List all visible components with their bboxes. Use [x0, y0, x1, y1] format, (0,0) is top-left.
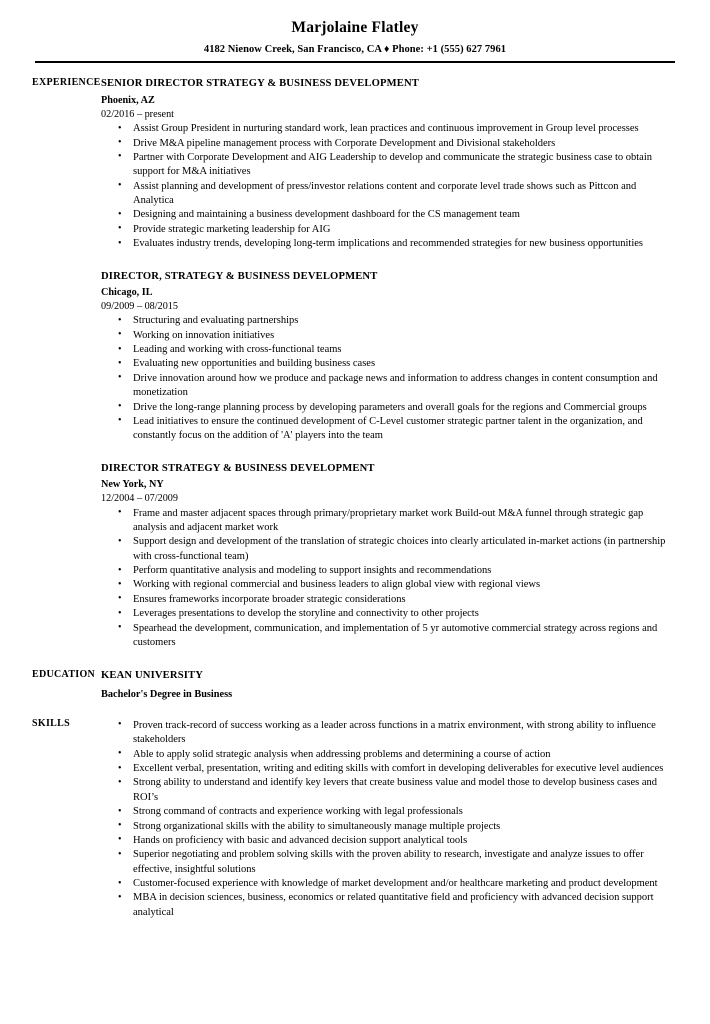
section-skills — [0, 718, 710, 920]
skills-bullet-list — [101, 719, 676, 920]
job-bullet: • Support design and development of the translation of strategic choices into clearly articulated in-market actions (in partnership with cross-functional team) — [116, 535, 676, 564]
skill-bullet: • Strong organizational skills with the ability to simultaneously manage multiple projects — [116, 820, 676, 834]
job-bullet: • Evaluates industry trends, developing long-term implications and recommended strategies for new business opportunities — [116, 237, 676, 251]
experience-entry — [101, 77, 676, 251]
skill-bullet: • Customer-focused experience with knowledge of market development and/or healthcare marketing and product development — [116, 877, 676, 891]
job-location: New York, NY — [101, 479, 164, 491]
section-label-skills: SKILLS — [32, 717, 70, 729]
job-bullet: • Assist planning and development of press/investor relations content and corporate level trade shows such as Pittcon and Analytica — [116, 180, 676, 209]
experience-entry — [101, 462, 676, 651]
job-dates: 02/2016 – present — [101, 108, 174, 120]
candidate-contact-line: 4182 Nienow Creek, San Francisco, CA ♦ Phone: +1 (555) 627 7961 — [203, 44, 507, 56]
skill-bullet: • Strong command of contracts and experience working with legal professionals — [116, 805, 676, 819]
section-experience — [0, 77, 710, 650]
header-divider — [35, 61, 675, 63]
skill-bullet: • Proven track-record of success working as a leader across functions in a matrix environment, with strong ability to influence stakeholders — [116, 719, 676, 748]
job-bullet: • Leverages presentations to develop the storyline and connectivity to other projects — [116, 607, 676, 621]
job-bullet: • Drive innovation around how we produce and package news and information to address changes in content consumption and monetization — [116, 372, 676, 401]
job-bullet: • Provide strategic marketing leadership for AIG — [116, 223, 676, 237]
job-title: DIRECTOR, STRATEGY & BUSINESS DEVELOPMENT — [101, 270, 378, 282]
job-bullet: • Leading and working with cross-functional teams — [116, 343, 676, 357]
education-school: KEAN UNIVERSITY — [101, 670, 204, 682]
skill-bullet: • Strong ability to understand and identify key levers that create business value and model those to develop business cases and ROI’s — [116, 776, 676, 805]
job-bullet: • Structuring and evaluating partnerships — [116, 314, 676, 328]
section-education — [0, 669, 710, 701]
job-location: Phoenix, AZ — [101, 94, 155, 106]
experience-entry — [101, 270, 676, 444]
job-bullet-list — [101, 122, 676, 251]
job-bullet-list — [101, 314, 676, 443]
job-bullet: • Partner with Corporate Development and AIG Leadership to develop and communicate the strategic business case to obtain support for M&A initiatives — [116, 151, 676, 180]
job-bullet: • Drive the long-range planning process by developing parameters and overall goals for the regions and Commercial groups — [116, 401, 676, 415]
job-bullet-list — [101, 507, 676, 651]
job-bullet: • Assist Group President in nurturing standard work, lean practices and continuous improvement in Group level processes — [116, 122, 676, 136]
section-label-experience: EXPERIENCE — [32, 77, 101, 89]
job-location: Chicago, IL — [101, 286, 153, 298]
job-bullet: • Working on innovation initiatives — [116, 329, 676, 343]
job-bullet: • Perform quantitative analysis and modeling to support insights and recommendations — [116, 564, 676, 578]
job-bullet: • Designing and maintaining a business development dashboard for the CS management team — [116, 208, 676, 222]
job-bullet: • Working with regional commercial and business leaders to align global view with regional views — [116, 578, 676, 592]
job-bullet: • Frame and master adjacent spaces through primary/proprietary market work Build-out M&A funnel through strategic gap analysis and adjacent market work — [116, 507, 676, 536]
job-bullet: • Evaluating new opportunities and building business cases — [116, 357, 676, 371]
education-degree: Bachelor's Degree in Business — [101, 688, 233, 700]
experience-body — [101, 77, 710, 650]
job-title: SENIOR DIRECTOR STRATEGY & BUSINESS DEVELOPMENT — [101, 78, 419, 90]
skill-bullet: • MBA in decision sciences, business, economics or related quantitative field and proficiency with advanced decision support analytical — [116, 891, 676, 920]
skills-body — [101, 718, 710, 920]
skill-bullet: • Hands on proficiency with basic and advanced decision support analytical tools — [116, 834, 676, 848]
section-label-education: EDUCATION — [32, 669, 96, 681]
job-dates: 12/2004 – 07/2009 — [101, 493, 178, 505]
job-bullet: • Spearhead the development, communication, and implementation of 5 yr automotive commercial strategy across regions and customers — [116, 622, 676, 651]
skill-bullet: • Superior negotiating and problem solving skills with the proven ability to research, investigate and analyze issues to offer effective, insightful solutions — [116, 848, 676, 877]
education-body — [101, 669, 710, 701]
resume-header — [0, 0, 710, 63]
skill-bullet: • Able to apply solid strategic analysis when addressing problems and determining a course of action — [116, 748, 676, 762]
skill-bullet: • Excellent verbal, presentation, writing and editing skills with comfort in developing deliverables for executive level audiences — [116, 762, 676, 776]
job-bullet: • Ensures frameworks incorporate broader strategic considerations — [116, 593, 676, 607]
job-title: DIRECTOR STRATEGY & BUSINESS DEVELOPMENT — [101, 462, 375, 474]
job-dates: 09/2009 – 08/2015 — [101, 301, 178, 313]
job-bullet: • Drive M&A pipeline management process with Corporate Development and Divisional stakeholders — [116, 137, 676, 151]
candidate-name: Marjolaine Flatley — [291, 19, 419, 36]
job-bullet: • Lead initiatives to ensure the continued development of C-Level customer strategic partner talent in the organization, and constantly focus on the addition of 'A' players into the team — [116, 415, 676, 444]
